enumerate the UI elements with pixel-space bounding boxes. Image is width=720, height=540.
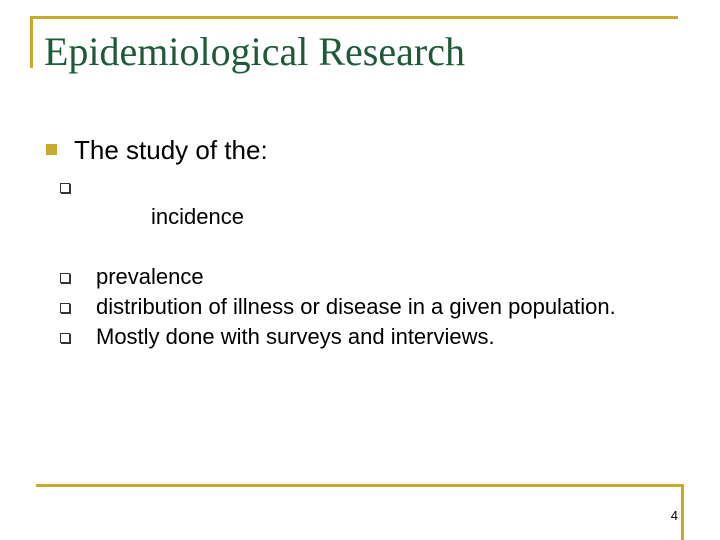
sub-bullet-list	[96, 172, 684, 352]
hollow-square-bullet-icon	[60, 183, 70, 193]
hollow-square-bullet-icon	[60, 303, 70, 313]
left-rule	[30, 16, 33, 68]
top-rule	[30, 16, 678, 19]
bottom-rule	[36, 484, 684, 487]
sub-bullet-text: Mostly done with surveys and interviews.	[96, 324, 495, 349]
sub-bullet-item	[96, 262, 636, 292]
slide-title: Epidemiological Research	[44, 29, 465, 74]
bullet-text: The study of the:	[74, 135, 268, 165]
hollow-square-bullet-icon	[60, 273, 70, 283]
page-number: 4	[670, 508, 678, 523]
sub-bullet-text: incidence	[144, 204, 244, 229]
sub-bullet-text: distribution of illness or disease in a given population.	[96, 294, 616, 319]
sub-bullet-item	[96, 322, 636, 352]
sub-bullet-item	[96, 172, 636, 262]
bullet-item	[44, 132, 684, 168]
square-bullet-icon	[46, 144, 57, 155]
bullet-list	[44, 132, 684, 352]
sub-bullet-text: prevalence	[96, 264, 204, 289]
sub-bullet-item	[96, 292, 636, 322]
right-rule	[681, 484, 684, 540]
hollow-square-bullet-icon	[60, 333, 70, 343]
